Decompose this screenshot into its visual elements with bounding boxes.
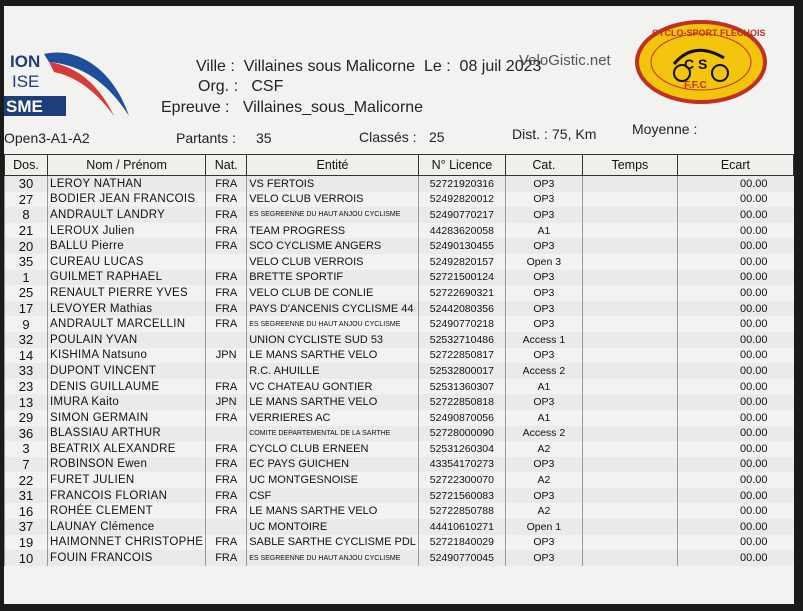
cell-ecart: 00.00 [677, 519, 793, 535]
col-dos: Dos. [5, 155, 48, 176]
cell-nat: FRA [206, 457, 247, 473]
cell-dos: 13 [5, 394, 48, 410]
cell-ecart: 00.00 [677, 285, 793, 301]
cell-entity: TEAM PROGRESS [247, 223, 419, 239]
cell-cat: OP3 [505, 207, 582, 223]
cell-entity: LE MANS SARTHE VELO [247, 394, 419, 410]
cell-ecart: 00.00 [677, 472, 793, 488]
table-row [5, 348, 794, 364]
cell-cat: Access 2 [505, 426, 582, 442]
cell-dos: 22 [5, 472, 48, 488]
cell-cat: OP3 [505, 457, 582, 473]
cell-ecart: 00.00 [677, 535, 793, 551]
col-cat: Cat. [505, 155, 582, 176]
date-label: Le : [423, 58, 451, 75]
cell-name: FRANCOIS FLORIAN [48, 488, 206, 504]
cell-nat: FRA [206, 223, 247, 239]
cell-name: FURET JULIEN [48, 472, 206, 488]
cell-cat: Open 1 [505, 519, 582, 535]
cell-nat: FRA [206, 472, 247, 488]
table-body [5, 176, 794, 566]
cell-cat: OP3 [505, 316, 582, 332]
table-row [5, 503, 794, 519]
cell-entity: PAYS D'ANCENIS CYCLISME 44 [247, 301, 419, 317]
classes-value: 25 [429, 129, 445, 145]
table-row [5, 301, 794, 317]
table-row [5, 472, 794, 488]
cell-entity: LE MANS SARTHE VELO [247, 348, 419, 364]
cell-temps [582, 472, 677, 488]
cell-temps [582, 176, 677, 192]
cell-licence: 44410610271 [418, 519, 505, 535]
cell-dos: 8 [5, 207, 48, 223]
moyenne-label: Moyenne : [632, 121, 698, 137]
cell-temps [582, 316, 677, 332]
cell-name: POULAIN YVAN [48, 332, 206, 348]
logo-text-line2: ISE [12, 72, 40, 91]
cell-cat: OP3 [505, 394, 582, 410]
table-row [5, 238, 794, 254]
cell-nat: FRA [206, 285, 247, 301]
cell-entity: VELO CLUB VERROIS [247, 192, 419, 208]
table-row [5, 363, 794, 379]
partants-value: 35 [256, 130, 272, 146]
cell-dos: 35 [5, 254, 48, 270]
results-sheet [4, 6, 794, 604]
cell-entity: ES SEGREENNE DU HAUT ANJOU CYCLISME [247, 207, 419, 223]
cell-name: ROBINSON Ewen [48, 457, 206, 473]
cell-ecart: 00.00 [677, 394, 793, 410]
cell-cat: OP3 [505, 488, 582, 504]
cell-nat: FRA [206, 270, 247, 286]
cell-nat: JPN [206, 348, 247, 364]
cell-licence: 52532800017 [418, 363, 505, 379]
date-value: 08 juil 2023 [459, 58, 542, 75]
cell-dos: 23 [5, 379, 48, 395]
cell-dos: 29 [5, 410, 48, 426]
cell-temps [582, 285, 677, 301]
table-row [5, 285, 794, 301]
table-row [5, 176, 794, 192]
cell-dos: 32 [5, 332, 48, 348]
cell-cat: A1 [505, 379, 582, 395]
col-temps: Temps [582, 155, 677, 176]
cell-cat: OP3 [505, 192, 582, 208]
dist-value: 75, Km [552, 126, 597, 142]
classes-label: Classés : [359, 129, 417, 145]
cell-name: SIMON GERMAIN [48, 410, 206, 426]
cell-entity: EC PAYS GUICHEN [247, 457, 419, 473]
cell-dos: 3 [5, 441, 48, 457]
cell-dos: 1 [5, 270, 48, 286]
epreuve-line [161, 99, 423, 117]
cell-temps [582, 254, 677, 270]
table-row [5, 332, 794, 348]
cell-nat: FRA [206, 441, 247, 457]
cell-name: FOUIN FRANCOIS [48, 550, 206, 566]
cell-nat: FRA [206, 207, 247, 223]
cell-entity: LE MANS SARTHE VELO [247, 503, 419, 519]
cell-licence: 52531260304 [418, 441, 505, 457]
cell-name: RENAULT PIERRE YVES [48, 285, 206, 301]
cell-cat: OP3 [505, 535, 582, 551]
cell-temps [582, 410, 677, 426]
cell-licence: 52492820012 [418, 192, 505, 208]
cell-temps [582, 426, 677, 442]
cell-entity: CYCLO CLUB ERNEEN [247, 441, 419, 457]
cell-entity: R.C. AHUILLE [247, 363, 419, 379]
cell-entity: SABLE SARTHE CYCLISME PDL [247, 535, 419, 551]
cell-licence: 52442080356 [418, 301, 505, 317]
cell-entity: ES SEGREENNE DU HAUT ANJOU CYCLISME [247, 550, 419, 566]
table-row [5, 457, 794, 473]
cell-ecart: 00.00 [677, 254, 793, 270]
cell-name: BALLU Pierre [48, 238, 206, 254]
cell-entity: BRETTE SPORTIF [247, 270, 419, 286]
cell-dos: 33 [5, 363, 48, 379]
col-nat: Nat. [206, 155, 247, 176]
cell-nat: JPN [206, 394, 247, 410]
cell-entity: VELO CLUB VERROIS [247, 254, 419, 270]
cell-ecart: 00.00 [677, 207, 793, 223]
cell-entity: CSF [247, 488, 419, 504]
cell-dos: 7 [5, 457, 48, 473]
cell-nat: FRA [206, 379, 247, 395]
cell-name: KISHIMA Natsuno [48, 348, 206, 364]
cell-entity: COMITE DEPARTEMENTAL DE LA SARTHE [247, 426, 419, 442]
cell-cat: OP3 [505, 301, 582, 317]
cell-nat: FRA [206, 410, 247, 426]
cell-entity: VS FERTOIS [247, 176, 419, 192]
table-row [5, 426, 794, 442]
cell-licence: 52532710486 [418, 332, 505, 348]
cell-entity: VELO CLUB DE CONLIE [247, 285, 419, 301]
cell-nat [206, 332, 247, 348]
org-label: Org. : [198, 78, 239, 95]
cell-name: ANDRAULT MARCELLIN [48, 316, 206, 332]
cell-nat [206, 254, 247, 270]
cell-ecart: 00.00 [677, 332, 793, 348]
ville-value: Villaines sous Malicorne [243, 58, 416, 75]
cell-nat: FRA [206, 488, 247, 504]
cell-temps [582, 441, 677, 457]
cell-ecart: 00.00 [677, 176, 793, 192]
cell-temps [582, 379, 677, 395]
cell-dos: 19 [5, 535, 48, 551]
cell-ecart: 00.00 [677, 379, 793, 395]
cell-name: LEROUX Julien [48, 223, 206, 239]
cell-cat: OP3 [505, 348, 582, 364]
cell-cat: OP3 [505, 550, 582, 566]
cell-name: CUREAU LUCAS [48, 254, 206, 270]
table-row [5, 519, 794, 535]
cell-cat: OP3 [505, 176, 582, 192]
cell-temps [582, 535, 677, 551]
cell-licence: 52721920316 [418, 176, 505, 192]
cell-cat: A2 [505, 472, 582, 488]
cell-name: ANDRAULT LANDRY [48, 207, 206, 223]
cell-temps [582, 503, 677, 519]
org-value: CSF [251, 78, 284, 95]
cell-dos: 37 [5, 519, 48, 535]
table-row [5, 207, 794, 223]
cell-cat: OP3 [505, 238, 582, 254]
club-logo-mid-text: C S [684, 56, 708, 72]
table-header-row [5, 155, 794, 176]
cell-licence: 52531360307 [418, 379, 505, 395]
col-name: Nom / Prénom [48, 155, 206, 176]
cell-nat: FRA [206, 238, 247, 254]
category-label: Open3-A1-A2 [4, 130, 90, 146]
cell-cat: Access 1 [505, 332, 582, 348]
cell-ecart: 00.00 [677, 223, 793, 239]
cell-licence: 43354170273 [418, 457, 505, 473]
cell-entity: VC CHATEAU GONTIER [247, 379, 419, 395]
cell-licence: 52728000090 [418, 426, 505, 442]
cell-temps [582, 363, 677, 379]
cell-ecart: 00.00 [677, 503, 793, 519]
cell-nat: FRA [206, 192, 247, 208]
cell-licence: 52721840029 [418, 535, 505, 551]
table-row [5, 270, 794, 286]
cell-temps [582, 550, 677, 566]
cell-ecart: 00.00 [677, 426, 793, 442]
cell-name: ROHÉE CLEMENT [48, 503, 206, 519]
table-row [5, 394, 794, 410]
club-logo-top-text: CYCLO-SPORT FLÉCHOIS [652, 28, 766, 38]
cell-licence: 52490130455 [418, 238, 505, 254]
cell-dos: 14 [5, 348, 48, 364]
dist-label: Dist. : [512, 126, 548, 142]
cell-dos: 36 [5, 426, 48, 442]
cell-cat: OP3 [505, 270, 582, 286]
cell-nat: FRA [206, 316, 247, 332]
epreuve-label: Epreuve : [161, 99, 230, 116]
cell-name: BEATRIX ALEXANDRE [48, 441, 206, 457]
table-row [5, 254, 794, 270]
cell-nat [206, 363, 247, 379]
cell-name: LEROY NATHAN [48, 176, 206, 192]
col-licence: N° Licence [418, 155, 505, 176]
cell-entity: UC MONTGESNOISE [247, 472, 419, 488]
table-row [5, 410, 794, 426]
cell-ecart: 00.00 [677, 550, 793, 566]
cell-licence: 52722850817 [418, 348, 505, 364]
cell-ecart: 00.00 [677, 410, 793, 426]
cell-ecart: 00.00 [677, 316, 793, 332]
cell-licence: 52722690321 [418, 285, 505, 301]
cell-dos: 9 [5, 316, 48, 332]
logo-text-line1: ION [10, 52, 41, 71]
federation-logo [4, 46, 139, 126]
cell-dos: 21 [5, 223, 48, 239]
cell-name: DENIS GUILLAUME [48, 379, 206, 395]
cell-cat: A1 [505, 223, 582, 239]
results-table [4, 154, 794, 566]
table-row [5, 192, 794, 208]
epreuve-value: Villaines_sous_Malicorne [242, 99, 424, 116]
logo-text-line3: SME [6, 97, 43, 116]
table-row [5, 316, 794, 332]
cell-licence: 52721560083 [418, 488, 505, 504]
cell-temps [582, 457, 677, 473]
cell-name: BODIER JEAN FRANCOIS [48, 192, 206, 208]
cell-dos: 20 [5, 238, 48, 254]
cell-nat: FRA [206, 503, 247, 519]
cell-ecart: 00.00 [677, 238, 793, 254]
cell-dos: 17 [5, 301, 48, 317]
table-row [5, 535, 794, 551]
cell-nat: FRA [206, 550, 247, 566]
cell-licence: 52722850788 [418, 503, 505, 519]
cell-cat: A2 [505, 503, 582, 519]
cell-ecart: 00.00 [677, 441, 793, 457]
cell-temps [582, 238, 677, 254]
cell-entity: SCO CYCLISME ANGERS [247, 238, 419, 254]
cell-dos: 31 [5, 488, 48, 504]
cell-temps [582, 192, 677, 208]
cell-entity: UC MONTOIRE [247, 519, 419, 535]
cell-cat: OP3 [505, 285, 582, 301]
col-entity: Entité [247, 155, 419, 176]
cell-cat: A1 [505, 410, 582, 426]
cell-name: LAUNAY Clémence [48, 519, 206, 535]
cell-ecart: 00.00 [677, 488, 793, 504]
cell-temps [582, 332, 677, 348]
race-meta [4, 121, 794, 154]
cell-name: LEVOYER Mathias [48, 301, 206, 317]
org-line [198, 78, 283, 96]
cell-licence: 52721500124 [418, 270, 505, 286]
cell-temps [582, 270, 677, 286]
cell-name: DUPONT VINCENT [48, 363, 206, 379]
cell-nat: FRA [206, 176, 247, 192]
velogistic-brand: VeloGistic.net [519, 52, 611, 69]
ville-line [196, 58, 541, 76]
cell-name: GUILMET RAPHAEL [48, 270, 206, 286]
cell-licence: 52722850818 [418, 394, 505, 410]
cell-nat: FRA [206, 301, 247, 317]
cell-entity: ES SEGREENNE DU HAUT ANJOU CYCLISME [247, 316, 419, 332]
table-row [5, 223, 794, 239]
cell-dos: 25 [5, 285, 48, 301]
table-row [5, 441, 794, 457]
cell-entity: VERRIERES AC [247, 410, 419, 426]
cell-nat [206, 519, 247, 535]
cell-licence: 52490870056 [418, 410, 505, 426]
cell-cat: Access 2 [505, 363, 582, 379]
cell-temps [582, 348, 677, 364]
table-row [5, 379, 794, 395]
cell-dos: 30 [5, 176, 48, 192]
cell-ecart: 00.00 [677, 301, 793, 317]
cell-licence: 52492820157 [418, 254, 505, 270]
cell-dos: 10 [5, 550, 48, 566]
cell-cat: A2 [505, 441, 582, 457]
cell-entity: UNION CYCLISTE SUD 53 [247, 332, 419, 348]
cell-name: HAIMONNET CHRISTOPHE [48, 535, 206, 551]
cell-licence: 52490770217 [418, 207, 505, 223]
cell-licence: 44283620058 [418, 223, 505, 239]
cell-nat: FRA [206, 535, 247, 551]
cell-cat: Open 3 [505, 254, 582, 270]
cell-temps [582, 301, 677, 317]
col-ecart: Ecart [677, 155, 793, 176]
cell-temps [582, 207, 677, 223]
cell-nat [206, 426, 247, 442]
cell-temps [582, 488, 677, 504]
club-logo-ffc-text: F.F.C [684, 80, 707, 91]
cell-dos: 16 [5, 503, 48, 519]
cell-temps [582, 394, 677, 410]
cell-temps [582, 519, 677, 535]
partants-label: Partants : [176, 130, 236, 146]
cell-ecart: 00.00 [677, 192, 793, 208]
cell-dos: 27 [5, 192, 48, 208]
ville-label: Ville : [196, 58, 235, 75]
cell-ecart: 00.00 [677, 270, 793, 286]
table-row [5, 488, 794, 504]
cell-name: BLASSIAU ARTHUR [48, 426, 206, 442]
table-row [5, 550, 794, 566]
cell-ecart: 00.00 [677, 348, 793, 364]
cell-temps [582, 223, 677, 239]
cell-licence: 52722300070 [418, 472, 505, 488]
cell-ecart: 00.00 [677, 363, 793, 379]
cell-name: IMURA Kaito [48, 394, 206, 410]
cell-licence: 52490770218 [418, 316, 505, 332]
club-logo [634, 18, 769, 106]
cell-ecart: 00.00 [677, 457, 793, 473]
cell-licence: 52490770045 [418, 550, 505, 566]
